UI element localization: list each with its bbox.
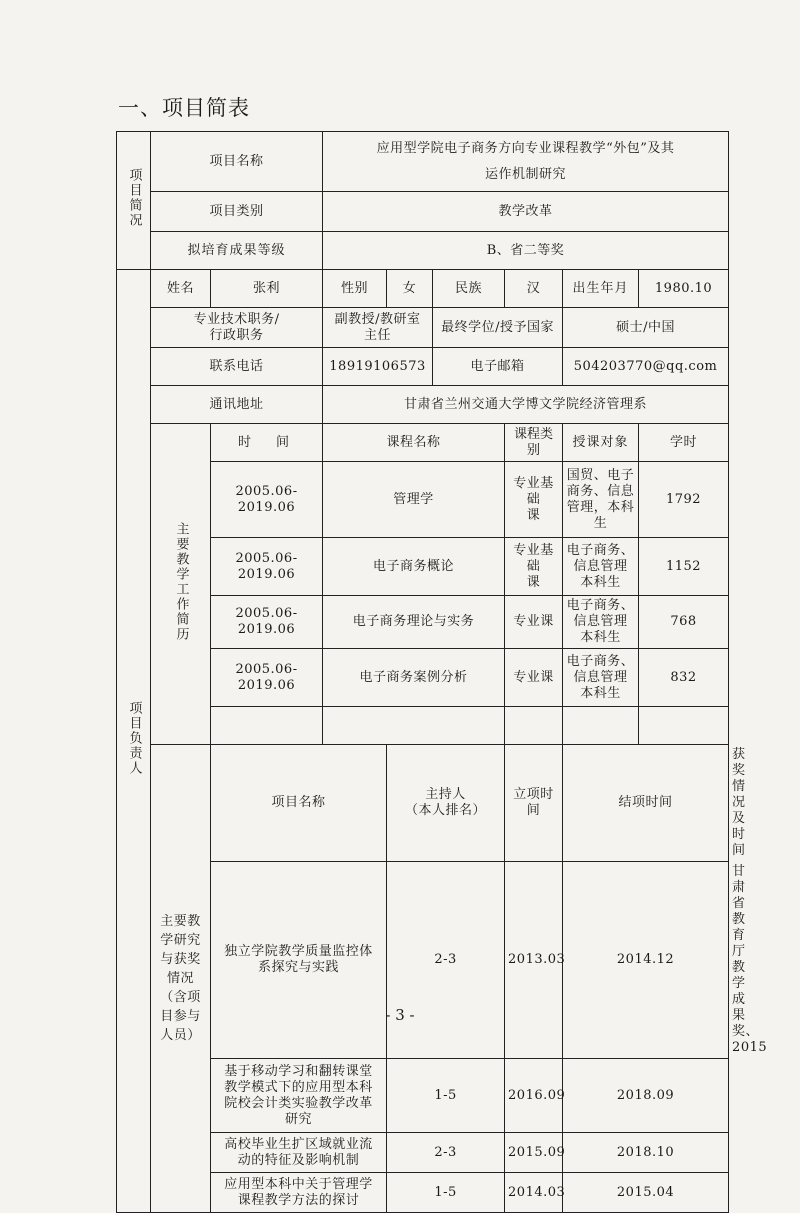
- teaching-type: [505, 462, 563, 538]
- aud-line2: 信息管理: [573, 669, 628, 685]
- teaching-course: 电子商务概论: [323, 538, 505, 596]
- name-line1: 独立学院教学质量监控体: [224, 944, 373, 959]
- page-title: 一、项目简表: [118, 96, 250, 120]
- teaching-header-hours: 学时: [639, 424, 729, 462]
- research-header-end: 结项时间: [563, 745, 729, 862]
- ethnic-value: 汉: [505, 270, 563, 308]
- type-line2: 课: [526, 507, 541, 523]
- birth-label: 出生年月: [563, 270, 639, 308]
- time-line1: 2005.06-: [235, 661, 298, 677]
- gender-label: 性别: [323, 270, 387, 308]
- title-label-line1: 专业技术职务/: [193, 311, 280, 327]
- time-line2: 2019.06: [237, 499, 296, 515]
- name-label: 姓名: [151, 270, 211, 308]
- time-line1: 2005.06-: [235, 483, 298, 499]
- teaching-header-type: 课程类别: [505, 424, 563, 462]
- leader-side-label: 项目负责人: [117, 270, 151, 1213]
- title-value-line1: 副教授/教研室: [334, 311, 421, 327]
- name-line2: 动的特征及影响机制: [237, 1152, 360, 1168]
- research-side-line6: 目参与: [160, 1009, 201, 1024]
- address-value: 甘肃省兰州交通大学博文学院经济管理系: [323, 386, 729, 424]
- address-label: 通讯地址: [151, 386, 323, 424]
- empty-cell: [639, 707, 729, 745]
- teaching-hours: 768: [639, 596, 729, 649]
- overview-side-label: 项目简况: [117, 132, 151, 270]
- research-side-line3: 与获奖: [160, 952, 201, 967]
- aud-line4: 生: [593, 515, 608, 531]
- research-side-line7: 人员）: [160, 1028, 201, 1043]
- name-line1: 高校毕业生扩区域就业流: [224, 1136, 373, 1152]
- title-value-line2: 主任: [364, 327, 392, 343]
- time-line2: 2019.06: [237, 677, 296, 693]
- name-line2: 系探究与实践: [258, 960, 340, 975]
- grade-value: B、省二等奖: [323, 232, 729, 270]
- aud-line1: 电子商务、: [566, 542, 635, 558]
- aud-line2: 信息管理: [573, 614, 628, 629]
- name-line4: 研究: [285, 1111, 313, 1127]
- teaching-course: 管理学: [323, 462, 505, 538]
- teaching-time: [211, 649, 323, 707]
- name-line3: 院校会计类实验教学改革: [224, 1095, 373, 1111]
- research-name: [211, 1059, 387, 1133]
- research-end: 2018.10: [563, 1133, 729, 1173]
- time-line1: 2005.06-: [235, 550, 298, 566]
- teaching-time: [211, 462, 323, 538]
- teaching-header-time: 时 间: [211, 424, 323, 462]
- teaching-audience: [563, 596, 639, 649]
- teaching-hours: 1152: [639, 538, 729, 596]
- teaching-audience: [563, 462, 639, 538]
- host-line1: 主持人: [425, 787, 466, 802]
- aud-line2: 信息管理: [573, 558, 628, 574]
- teaching-course: 电子商务案例分析: [323, 649, 505, 707]
- aud-line3: 本科生: [580, 574, 621, 590]
- type-line2: 课: [526, 574, 541, 590]
- degree-value: 硕士/中国: [563, 308, 729, 348]
- project-name-line1: 应用型学院电子商务方向专业课程教学“外包”及其: [376, 140, 675, 156]
- research-end: 2018.09: [563, 1059, 729, 1133]
- title-label: [151, 308, 323, 348]
- teaching-audience: [563, 538, 639, 596]
- project-name-line2: 运作机制研究: [485, 166, 567, 182]
- ethnic-label: 民族: [433, 270, 505, 308]
- empty-cell: [505, 707, 563, 745]
- aud-line1: 电子商务、: [566, 598, 635, 613]
- page-number: - 3 -: [385, 1006, 415, 1024]
- research-end: 2014.12: [563, 862, 729, 1059]
- title-label-line2: 行政职务: [209, 327, 264, 343]
- teaching-type: [505, 538, 563, 596]
- research-start: 2016.09: [505, 1059, 563, 1133]
- teaching-header-audience: 授课对象: [563, 424, 639, 462]
- aud-line1: 电子商务、: [566, 653, 635, 669]
- name-line2: 课程教学方法的探讨: [237, 1192, 360, 1208]
- project-type-label: 项目类别: [151, 192, 323, 232]
- aud-line2: 商务、信息: [566, 483, 635, 499]
- name-line1: 基于移动学习和翻转课堂: [224, 1063, 373, 1079]
- teaching-time: [211, 538, 323, 596]
- aud-line3: 本科生: [580, 630, 621, 645]
- teaching-side-label: 主要教学工作简历: [151, 424, 211, 745]
- birth-value: 1980.10: [639, 270, 729, 308]
- research-start: 2015.09: [505, 1133, 563, 1173]
- empty-cell: [323, 707, 505, 745]
- research-end: 2015.04: [563, 1173, 729, 1213]
- teaching-course: 电子商务理论与实务: [323, 596, 505, 649]
- grade-label: 拟培育成果等级: [151, 232, 323, 270]
- aud-line3: 管理，本科: [566, 499, 635, 515]
- email-value: 504203770@qq.com: [563, 348, 729, 386]
- teaching-header-course: 课程名称: [323, 424, 505, 462]
- research-side-line2: 学研究: [160, 933, 201, 948]
- type-line1: 专业基础: [513, 475, 554, 507]
- table-row: 独立学院教学质量监控体 系探究与实践 2-3 2013.03 2014.12 甘肃省教育厅教 学成果奖、2015: [117, 862, 729, 1059]
- teaching-type: 专业课: [505, 649, 563, 707]
- research-side-line4: 情况: [166, 971, 194, 986]
- project-summary-table: 项目简况 项目名称 应用型学院电子商务方向专业课程教学“外包”及其 运作机制研究 项目类别 教学改革 拟培育成果等级 B、省二等奖 项目负责人 姓名 张利 性别 女 民族 汉 出生年月 1980.10 专业技术职务/ 行政职务 副教授/教研室 主任 最终学位/授予国家 硕士/中国 联系电话 18919106573 电子邮箱 504203770@qq.com 通讯地址 甘肃省兰州交通大学博文学院经济管理系 主要教学工作简历 时 间 课程名称 课程类别 授课对象 学时 2005.06- 2019.06 管理学 专业基础 课 国贸、电子 商务、信息 管理，本科 生 1792 2005.06- 2019.06 电子商务概论 专业基础 课 电子商务、 信息管理 本科生 1152 2005.06- 2019.06 电子商务理论与实务 专业课 电子商务、 信息管理 本科生 768 2005.06- 2019.06 电子商务案例分析 专业课 电子商务、 信息管理 本科生 832 主要教 学研究 与获奖 情况 （含项 目参与 人员） 项目名称 主持人 （本人排名） 立项时间 结项时间 获奖情况及时 间 独立学院教学质量监控体 系探究与实践 2-3 2013.03 2014.12 甘肃省教育厅教 学成果奖、2015 基于移动学习和翻转课堂 教学模式下的应用型本科 院校会计类实验教学改革 研究 1-5 2016.09 2018.09 高校毕业生扩区域就业流 动的特征及影响机制 2-3 2015.09 2018.10 应用型本科中关于管理学 课程教学方法的探讨 1-5 2014.03 2015.04: [116, 131, 729, 1213]
- project-name-label: 项目名称: [151, 132, 323, 192]
- teaching-type: 专业课: [505, 596, 563, 649]
- research-rank: 2-3: [387, 862, 505, 1059]
- research-side-label: [151, 745, 211, 1213]
- research-name: [211, 862, 387, 1059]
- phone-value: 18919106573: [323, 348, 433, 386]
- research-rank: 1-5: [387, 1059, 505, 1133]
- host-line2: （本人排名）: [405, 803, 487, 818]
- time-line1: 2005.06-: [235, 606, 298, 621]
- name-value: 张利: [211, 270, 323, 308]
- empty-cell: [211, 707, 323, 745]
- time-line2: 2019.06: [237, 566, 296, 582]
- research-rank: 2-3: [387, 1133, 505, 1173]
- aud-line1: 国贸、电子: [566, 467, 635, 483]
- gender-value: 女: [387, 270, 433, 308]
- teaching-hours: 832: [639, 649, 729, 707]
- phone-label: 联系电话: [151, 348, 323, 386]
- teaching-audience: [563, 649, 639, 707]
- type-line1: 专业基础: [513, 542, 554, 574]
- project-name-value: [323, 132, 729, 192]
- research-side-line1: 主要教: [160, 914, 201, 929]
- research-side-line5: （含项: [160, 990, 201, 1005]
- research-name: [211, 1133, 387, 1173]
- degree-label: 最终学位/授予国家: [433, 308, 563, 348]
- research-rank: 1-5: [387, 1173, 505, 1213]
- research-name: [211, 1173, 387, 1213]
- email-label: 电子邮箱: [433, 348, 563, 386]
- time-line2: 2019.06: [237, 622, 296, 637]
- empty-cell: [563, 707, 639, 745]
- research-header-start: 立项时间: [505, 745, 563, 862]
- research-header-name: 项目名称: [211, 745, 387, 862]
- project-type-value: 教学改革: [323, 192, 729, 232]
- research-header-host: [387, 745, 505, 862]
- name-line1: 应用型本科中关于管理学: [224, 1176, 373, 1192]
- name-line2: 教学模式下的应用型本科: [224, 1079, 373, 1095]
- teaching-hours: 1792: [639, 462, 729, 538]
- teaching-time: [211, 596, 323, 649]
- research-start: 2013.03: [505, 862, 563, 1059]
- aud-line3: 本科生: [580, 685, 621, 701]
- title-value: [323, 308, 433, 348]
- research-start: 2014.03: [505, 1173, 563, 1213]
